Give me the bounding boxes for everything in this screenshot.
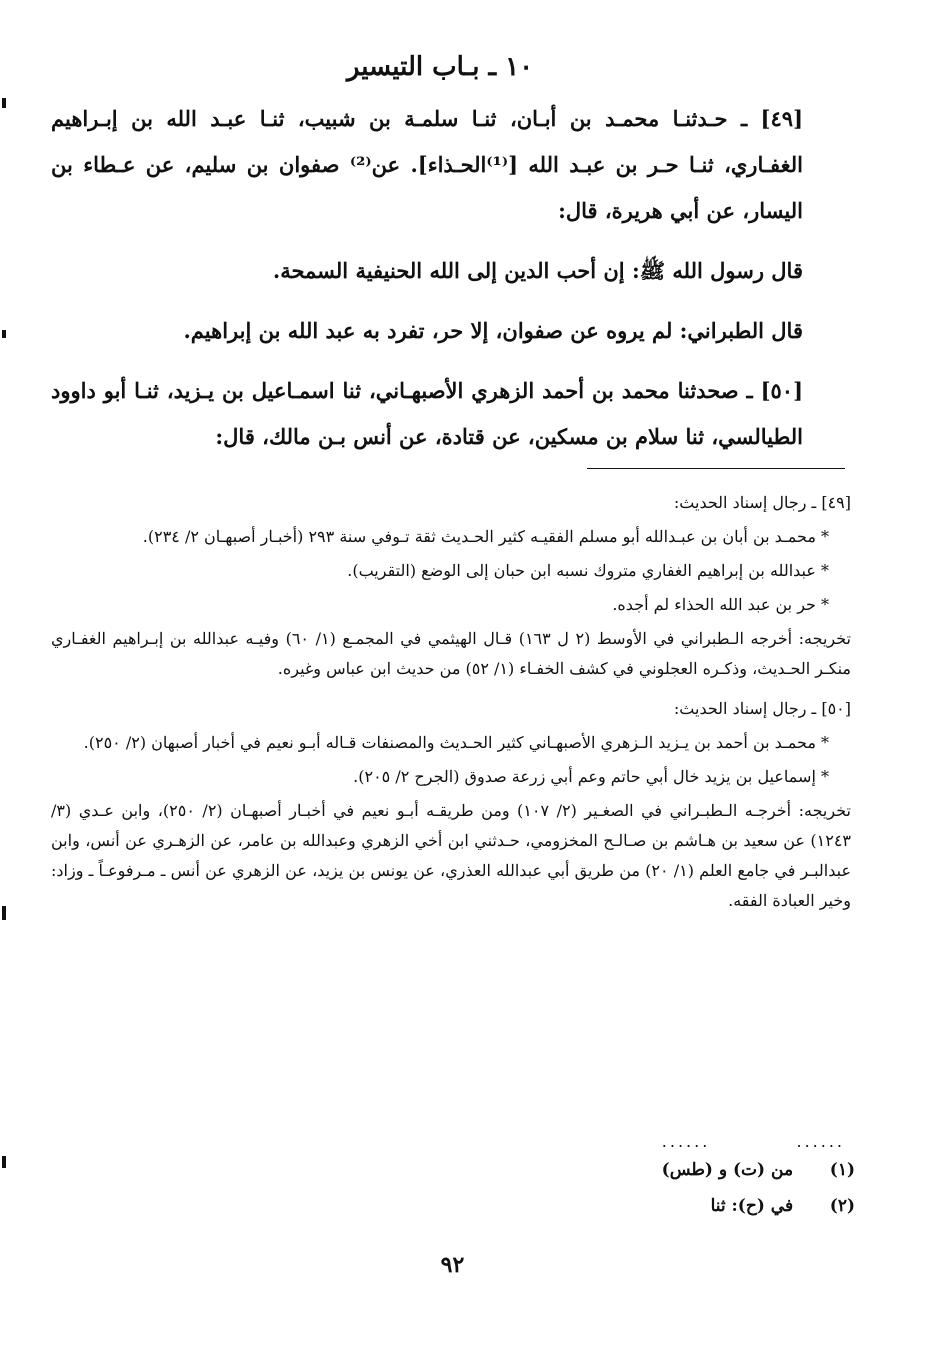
scan-margin-mark: [2, 1156, 6, 1168]
page-number: ٩٢: [440, 1252, 465, 1278]
note-49-heading: [٤٩] ـ رجال إسناد الحديث:: [673, 493, 851, 512]
note-50-takhrij: تخريجه: أخرجـه الـطبـراني في الصغـير (٢/ ١٠٧) ومن طريقـه أبـو نعيم في أخبـار أصبهـان (٢/ ٢٥٠)، وابن عـدي (٣/ ١٢٤٣) عن سعيد بن هـاشم بن صـالـح المخزومي، حـدثني ابن أخي الزهري وعبدالله بن عامر، عن الزهـري عن أنس، وابن عبدالبـر في جامع العلم (١/ ٢٠) من طريق أبي عبدالله العذري، عن يونس بن يزيد، عن الزهري عن أنس ـ مـرفوعـاً ـ وزاد: وخير العبادة الفقه.: [51, 801, 851, 910]
dots-right: ......: [796, 1132, 845, 1151]
note-49-narrator-2: * عبدالله بن إبراهيم الغفاري متروك نسبه ابن حبان إلى الوضع (التقريب).: [347, 561, 829, 580]
main-text: [51, 96, 851, 460]
note-50-narrator-2: * إسماعيل بن يزيد خال أبي حاتم وعم أبي زرعة صدوق (الجرح ٢/ ٢٠٥).: [353, 767, 829, 786]
chapter-title: ١٠ ـ بـاب التيسير: [346, 52, 534, 82]
hadith-50-isnad: [٥٠] ـ صحدثنا محمد بن أحمد الزهري الأصبهـاني، ثنا اسمـاعيل بن يـزيد، ثنـا أبو داوود الطيالسي، ثنا سلام بن مسكين، عن قتادة، عن أنس بـن مالك، قال:: [51, 378, 803, 449]
hadith-49-matn: قال رسول الله ﷺ: إن أحب الدين إلى الله الحنيفية السمحة.: [272, 258, 803, 283]
hadith-49-isnad: [٤٩] ـ حـدثنـا محمـد بن أبـان، ثنـا سلمـة بن شبيب، ثنـا عبـد الله بن إبـراهيم الغفـاري، ثنـا حـر بن عبـد الله [⁽¹⁾الحـذاء]. عن⁽²⁾ صفوان بن سليم، عن عـطاء بن اليسار، عن أبي هريرة، قال:: [51, 106, 803, 223]
commentary-notes: [51, 484, 851, 916]
footnote-1-text: من (ت) و (طس): [661, 1160, 794, 1180]
footnote-2: [711, 1196, 855, 1216]
hadith-49-tabarani-comment: قال الطبراني: لم يروه عن صفوان، إلا حر، تفرد به عبد الله بن إبراهيم.: [183, 318, 803, 343]
footnote-2-number: (٢): [829, 1196, 855, 1216]
footnote-2-text: في (ح): ثنا: [710, 1196, 794, 1216]
dots-left: ......: [661, 1132, 711, 1151]
note-50-narrator-1: * محمـد بن أحمد بن يـزيد الـزهري الأصبهـاني كثير الحـديث والمصنفات قـاله أبـو نعيم في أخبار أصبهان (٢/ ٢٥٠).: [83, 733, 829, 752]
note-49-narrator-1: * محمـد بن أبان بن عبـدالله أبو مسلم الفقيـه كثير الحـديث ثقة تـوفي سنة ٢٩٣ (أخبـار أصبهـان ٢/ ٢٣٤).: [142, 527, 829, 546]
note-49-takhrij: تخريجه: أخرجه الـطبراني في الأوسط (٢ ل ١٦٣) قـال الهيثمي في المجمـع (١/ ٦٠) وفيـه عبدالله بن إبـراهيم الغفـاري منكـر الحـديث، وذكـره العجلوني في كشف الخفـاء (١/ ٥٢) من حديث ابن عباس وغيره.: [51, 629, 852, 678]
footnote-dotted-separator: [465, 1132, 845, 1151]
scan-margin-mark: [2, 906, 6, 920]
scan-margin-mark: [2, 330, 6, 338]
note-49-narrator-3: * حر بن عبد الله الحذاء لم أجده.: [612, 595, 829, 614]
footnote-1-number: (١): [829, 1160, 855, 1180]
footnote-separator-line: [587, 468, 845, 469]
footnote-1: [662, 1160, 855, 1180]
scan-margin-mark: [2, 98, 6, 108]
note-50-heading: [٥٠] ـ رجال إسناد الحديث:: [673, 699, 851, 718]
